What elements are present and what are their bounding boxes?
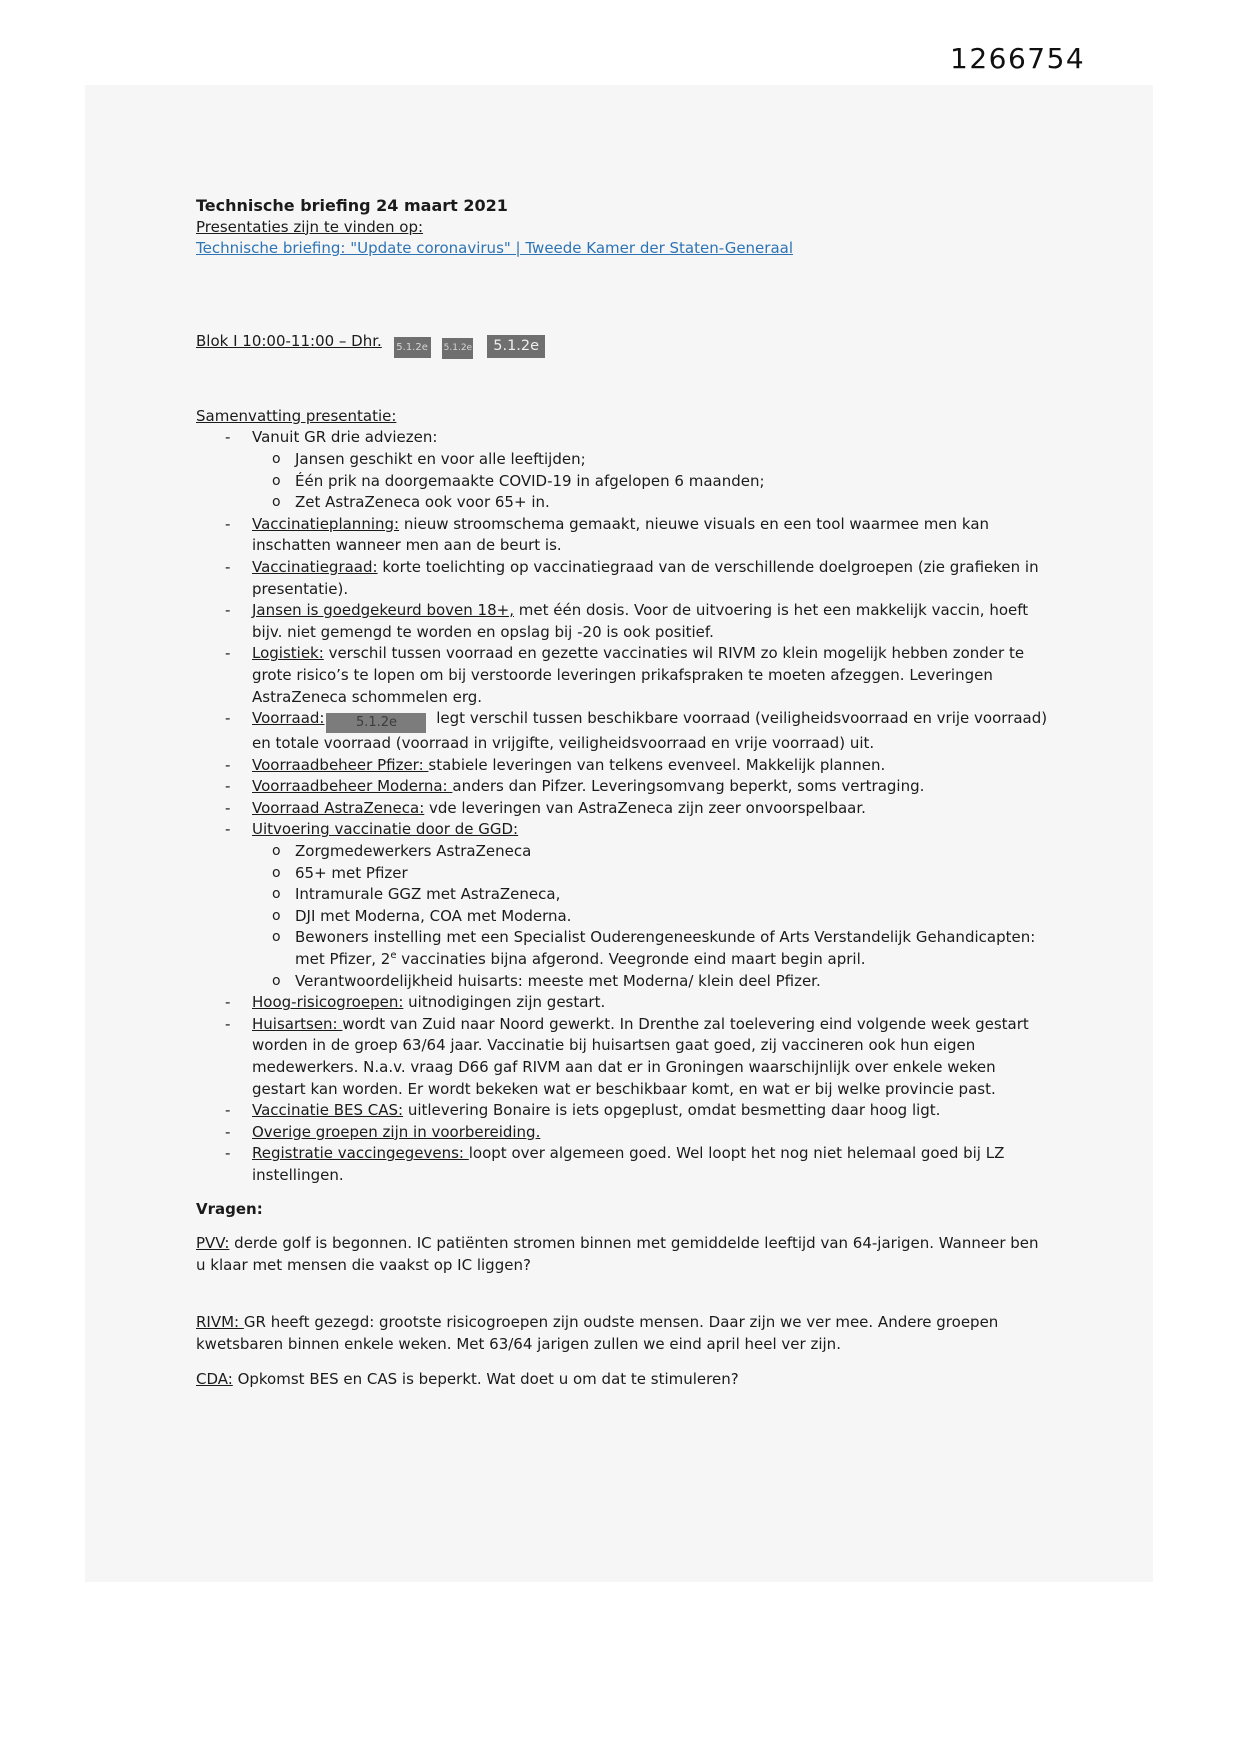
circle-bullet: o — [272, 864, 281, 881]
question-text: Opkomst BES en CAS is beperkt. Wat doet u om dat te stimuleren? — [232, 1369, 739, 1388]
question-text: derde golf is begonnen. IC patiënten stromen binnen met gemiddelde leeftijd van 64-jarigen. Wanneer ben u klaar met mensen die vaakst op IC liggen? — [196, 1234, 1039, 1274]
question-paragraph — [196, 1369, 1048, 1391]
scanned-page-area — [85, 85, 1153, 1582]
list-item — [196, 798, 1048, 820]
circle-bullet: o — [272, 494, 281, 511]
list-item-label: Logistiek: — [252, 644, 324, 663]
redaction-box: 5.1.2e — [326, 713, 426, 733]
list-item-label: Huisartsen: — [252, 1014, 343, 1033]
list-item-text: stabiele leveringen van telkens evenveel. Makkelijk plannen. — [428, 755, 886, 774]
list-item-text: uitlevering Bonaire is iets opgeplust, omdat besmetting daar hoog ligt. — [403, 1101, 941, 1120]
list-item — [196, 600, 1048, 643]
list-item — [196, 1014, 1048, 1100]
blok-heading: Blok I 10:00-11:00 – Dhr. — [196, 331, 382, 350]
list-item — [196, 755, 1048, 777]
list-item — [196, 557, 1048, 600]
list-item — [196, 1100, 1048, 1122]
dash-bullet: - — [225, 1101, 231, 1120]
list-item-label: Voorraadbeheer Pfizer: — [252, 755, 429, 774]
list-item — [196, 992, 1048, 1014]
presentaties-label: Presentaties zijn te vinden op: — [196, 217, 424, 236]
list-item — [196, 884, 1048, 906]
circle-bullet: o — [272, 843, 281, 860]
list-item-text: anders dan Pifzer. Leveringsomvang beperkt, soms vertraging. — [452, 777, 925, 796]
list-item — [196, 708, 1048, 755]
question-text: GR heeft gezegd: grootste risicogroepen zijn oudste mensen. Daar zijn we ver mee. Andere groepen kwetsbaren binnen enkele weken. Met 63/64 jarigen zullen we eind april heel ver zijn. — [196, 1313, 999, 1353]
list-item — [196, 927, 1048, 970]
list-item-label: Vaccinatieplanning: — [252, 514, 400, 533]
redaction-box: 5.1.2e — [442, 338, 473, 359]
party-label: RIVM: — [196, 1313, 244, 1332]
superscript-e: e — [390, 950, 397, 962]
party-label: PVV: — [196, 1234, 230, 1253]
circle-bullet: o — [272, 907, 281, 924]
list-item-text: korte toelichting op vaccinatiegraad van de verschillende doelgroepen (zie grafieken in presentatie). — [252, 557, 1039, 598]
dash-bullet: - — [225, 755, 231, 774]
list-item-text: loopt over algemeen goed. Wel loopt het nog niet helemaal goed bij LZ instellingen. — [252, 1144, 1005, 1184]
list-item — [196, 841, 1048, 863]
party-label: CDA: — [196, 1369, 233, 1388]
circle-bullet: o — [272, 929, 281, 946]
list-item — [196, 1143, 1048, 1186]
dash-bullet: - — [225, 777, 231, 796]
list-item — [196, 492, 1048, 514]
list-item-label: Vaccinatiegraad: — [252, 557, 378, 576]
list-item-text: Zet AstraZeneca ook voor 65+ in. — [295, 493, 550, 512]
summary-heading: Samenvatting presentatie: — [196, 406, 397, 425]
circle-bullet: o — [272, 886, 281, 903]
dash-bullet: - — [225, 557, 231, 576]
circle-bullet: o — [272, 472, 281, 489]
list-item-text: DJI met Moderna, COA met Moderna. — [295, 906, 572, 925]
blok-heading-line — [196, 331, 1048, 356]
list-item-label: Jansen is goedgekeurd boven 18+, — [252, 601, 514, 620]
circle-bullet: o — [272, 450, 281, 467]
list-item-text: verschil tussen voorraad en gezette vaccinaties wil RIVM zo klein mogelijk hebben zonder te grote risico’s te lopen om bij verstoorde leveringen prikafspraken te moeten afzeggen. Leveringen AstraZeneca schommelen erg. — [252, 644, 1025, 706]
circle-bullet: o — [272, 972, 281, 989]
list-item — [196, 863, 1048, 885]
redaction-box: 5.1.2e — [394, 337, 431, 358]
list-item-text: nieuw stroomschema gemaakt, nieuwe visuals en een tool waarmee men kan inschatten wanneer men aan de beurt is. — [252, 514, 990, 555]
list-item-text: legt verschil tussen beschikbare voorraad (veiligheidsvoorraad en vrije voorraad) en totale voorraad (voorraad in vrijgifte, veiligheidsvoorraad en vrije voorraad) uit. — [252, 709, 1048, 753]
dash-bullet: - — [225, 798, 231, 817]
list-item-label: Overige groepen zijn in voorbereiding. — [252, 1122, 541, 1141]
list-item-text: wordt van Zuid naar Noord gewerkt. In Drenthe zal toelevering eind volgende week gestart worden in de groep 63/64 jaar. Vaccinatie bij huisartsen gaat goed, zij vaccineren ook hun eigen medewerkers. N.a.v. vraag D66 gaf RIVM aan dat er in Groningen waarschijnlijk over enkele weken gestart kan worden. Er wordt bekeken wat er beschikbaar komt, en wat er bij welke provincie past. — [252, 1014, 1029, 1098]
list-item-text: Één prik na doorgemaakte COVID-19 in afgelopen 6 maanden; — [295, 471, 765, 490]
list-item — [196, 971, 1048, 993]
list-item — [196, 1122, 1048, 1144]
list-item-label: Voorraad AstraZeneca: — [252, 798, 425, 817]
dash-bullet: - — [225, 1122, 231, 1141]
document-title: Technische briefing 24 maart 2021 — [196, 196, 508, 215]
list-item-text: Intramurale GGZ met AstraZeneca, — [295, 885, 561, 904]
dash-bullet: - — [225, 820, 231, 839]
dash-bullet: - — [225, 601, 231, 620]
dash-bullet: - — [225, 644, 231, 663]
list-item-label: Uitvoering vaccinatie door de GGD: — [252, 820, 519, 839]
list-item-text: met één dosis. Voor de uitvoering is het een makkelijk vaccin, hoeft bijv. niet gemengd te worden en opslag bij -20 is ook positief. — [252, 601, 1029, 641]
list-item — [196, 776, 1048, 798]
list-item — [196, 643, 1048, 708]
list-item — [196, 819, 1048, 841]
question-paragraph — [196, 1233, 1048, 1276]
list-item-text: vde leveringen van AstraZeneca zijn zeer onvoorspelbaar. — [424, 798, 866, 817]
redaction-box: 5.1.2e — [487, 335, 545, 358]
dash-bullet: - — [225, 1014, 231, 1033]
list-item-label: Registratie vaccingegevens: — [252, 1144, 469, 1163]
list-item — [196, 514, 1048, 557]
list-item — [196, 427, 1048, 449]
vragen-heading: Vragen: — [196, 1199, 263, 1218]
list-item-text: vaccinaties bijna afgerond. Veegronde eind maart begin april. — [396, 950, 866, 969]
dash-bullet: - — [225, 1144, 231, 1163]
dash-bullet: - — [225, 514, 231, 533]
document-content — [196, 195, 1048, 1390]
list-item-label: Voorraad: — [252, 709, 325, 728]
list-item-text: uitnodigingen zijn gestart. — [403, 993, 606, 1012]
list-item-text: Bewoners instelling met een Specialist Ouderengeneeskunde of Arts Verstandelijk Gehandicapten: met Pfizer, 2 — [295, 928, 1036, 969]
list-item-text: 65+ met Pfizer — [295, 863, 408, 882]
presentation-link[interactable]: Technische briefing: "Update coronavirus" | Tweede Kamer der Staten-Generaal — [196, 239, 793, 258]
question-paragraph — [196, 1312, 1048, 1355]
list-item-label: Voorraadbeheer Moderna: — [252, 777, 453, 796]
dash-bullet: - — [225, 993, 231, 1012]
list-item — [196, 471, 1048, 493]
dash-bullet: - — [225, 709, 231, 728]
list-item — [196, 449, 1048, 471]
dash-bullet: - — [225, 428, 231, 447]
list-item-text: Vanuit GR drie adviezen: — [252, 428, 438, 447]
list-item-text: Verantwoordelijkheid huisarts: meeste met Moderna/ klein deel Pfizer. — [295, 971, 821, 990]
list-item-label: Hoog-risicogroepen: — [252, 993, 404, 1012]
list-item-text: Zorgmedewerkers AstraZeneca — [295, 842, 532, 861]
list-item — [196, 906, 1048, 928]
list-item-text: Jansen geschikt en voor alle leeftijden; — [295, 449, 586, 468]
list-item-label: Vaccinatie BES CAS: — [252, 1101, 404, 1120]
document-number: 1266754 — [950, 42, 1086, 75]
